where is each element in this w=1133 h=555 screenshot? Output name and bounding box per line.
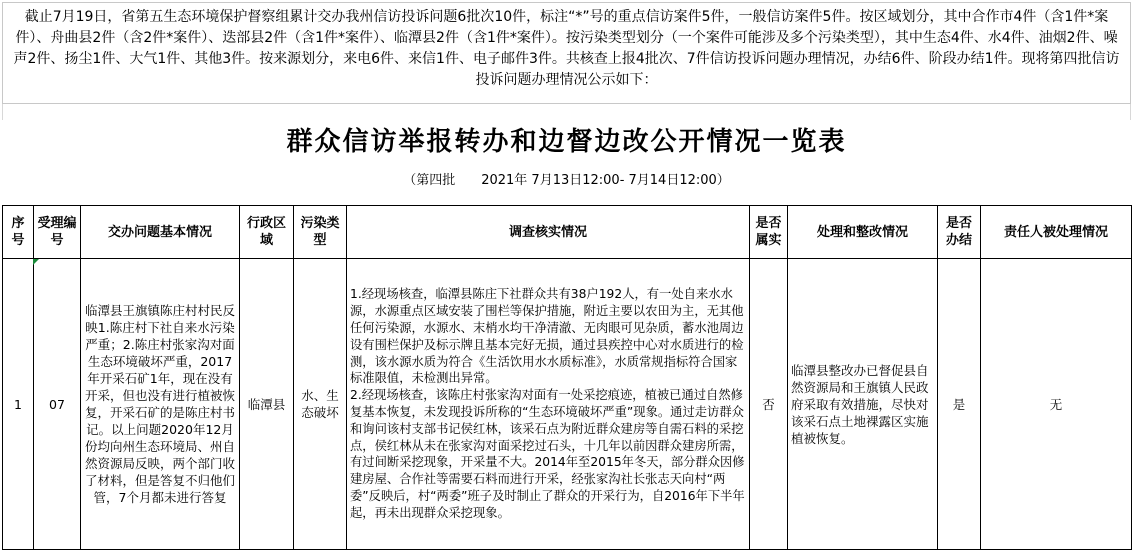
header-seq: 序号 (3, 206, 34, 259)
header-true: 是否属实 (750, 206, 788, 259)
cell-region: 临潭县 (240, 259, 294, 550)
table-title: 群众信访举报转办和边督边改公开情况一览表 (286, 127, 847, 157)
cell-accountability: 无 (981, 259, 1132, 550)
table-header-row (3, 206, 1132, 259)
header-handling: 处理和整改情况 (788, 206, 938, 259)
cell-handling: 临潭县整改办已督促县自然资源局和王旗镇人民政府采取有效措施，尽快对该采石点土地裸露区实施植被恢复。 (788, 259, 938, 550)
cell-problem: 临潭县王旗镇陈庄村村民反映1.陈庄村下社自来水污染严重；2.陈庄村张家沟对面生态环境破坏严重，2017年开采石矿1年，现在没有开采，但也没有进行植被恢复，开采石矿的是陈庄村书记。以上问题2020年12月份均向州生态环境局、州自然资源局反映，两个部门收了材料，但是答复不归他们管，7个月都未进行答复 (81, 259, 240, 550)
spacer-row (2, 104, 1131, 120)
cell-closed: 是 (938, 259, 981, 550)
header-pollution: 污染类型 (294, 206, 347, 259)
header-investigation: 调查核实情况 (347, 206, 750, 259)
header-closed: 是否办结 (938, 206, 981, 259)
header-accountability: 责任人被处理情况 (981, 206, 1132, 259)
cell-comment-marker (33, 259, 39, 265)
header-id: 受理编号 (34, 206, 81, 259)
cell-id: 07 (34, 259, 81, 550)
header-problem: 交办问题基本情况 (81, 206, 240, 259)
table-row (3, 259, 1132, 550)
cell-pollution: 水、生态破坏 (294, 259, 347, 550)
header-region: 行政区域 (240, 206, 294, 259)
cell-true: 否 (750, 259, 788, 550)
petition-table (2, 205, 1132, 550)
cell-investigation: 1.经现场核查，临潭县陈庄下社群众共有38户192人，有一处自来水水源，水源重点区域安装了围栏等保护措施，附近主要以农田为主，无其他任何污染源，水源水、末梢水均干净清澈、无肉眼可见杂质，蓄水池周边设有围栏保护及标示牌且基本完好无损，通过县疾控中心对水质进行的检测，该水源水质为符合《生活饮用水水质标准》，水质常规指标符合国家标准限值，未检测出异常。 2.经现场核查，该陈庄村张家沟对面有一处采挖痕迹，植被已通过自然修复基本恢复，未发现投诉所称的“生态环境破坏严重”现象。通过走访群众和询问该村支部书记侯红林，该采石点为附近群众建房等自需石料的采挖点，侯红林从未在张家沟对面采挖过石头，十几年以前因群众建房所需，有过间断采挖现象，开采量不大。2014年至2015年冬天，部分群众因修建房屋、合作社等需要石料而进行开采，经张家沟社长张志天向村“两委”反映后，村“两委”班子及时制止了群众的开采行为，自2016年下半年起，再未出现群众采挖现象。 (347, 259, 750, 550)
table-subtitle: （第四批 2021年 7月13日12:00- 7月14日12:00） (403, 173, 730, 188)
intro-paragraph: 截止7月19日，省第五生态环境保护督察组累计交办我州信访投诉问题6批次10件，标注“*”号的重点信访案件5件，一般信访案件5件。按区域划分，其中合作市4件（含1件*案件）、舟曲县2件（含2件*案件）、迭部县2件（含1件*案件）、临潭县2件（含1件*案件）。按污染类型划分（一个案件可能涉及多个污染类型），其中生态4件、水4件、油烟2件、噪声2件、扬尘1件、大气1件、其他3件。按来源划分，来电6件、来信1件、电子邮件3件。共核查上报4批次、7件信访投诉问题办理情况，办结6件、阶段办结1件。现将第四批信访投诉问题办理情况公示如下： (2, 2, 1131, 104)
cell-seq: 1 (3, 259, 34, 550)
